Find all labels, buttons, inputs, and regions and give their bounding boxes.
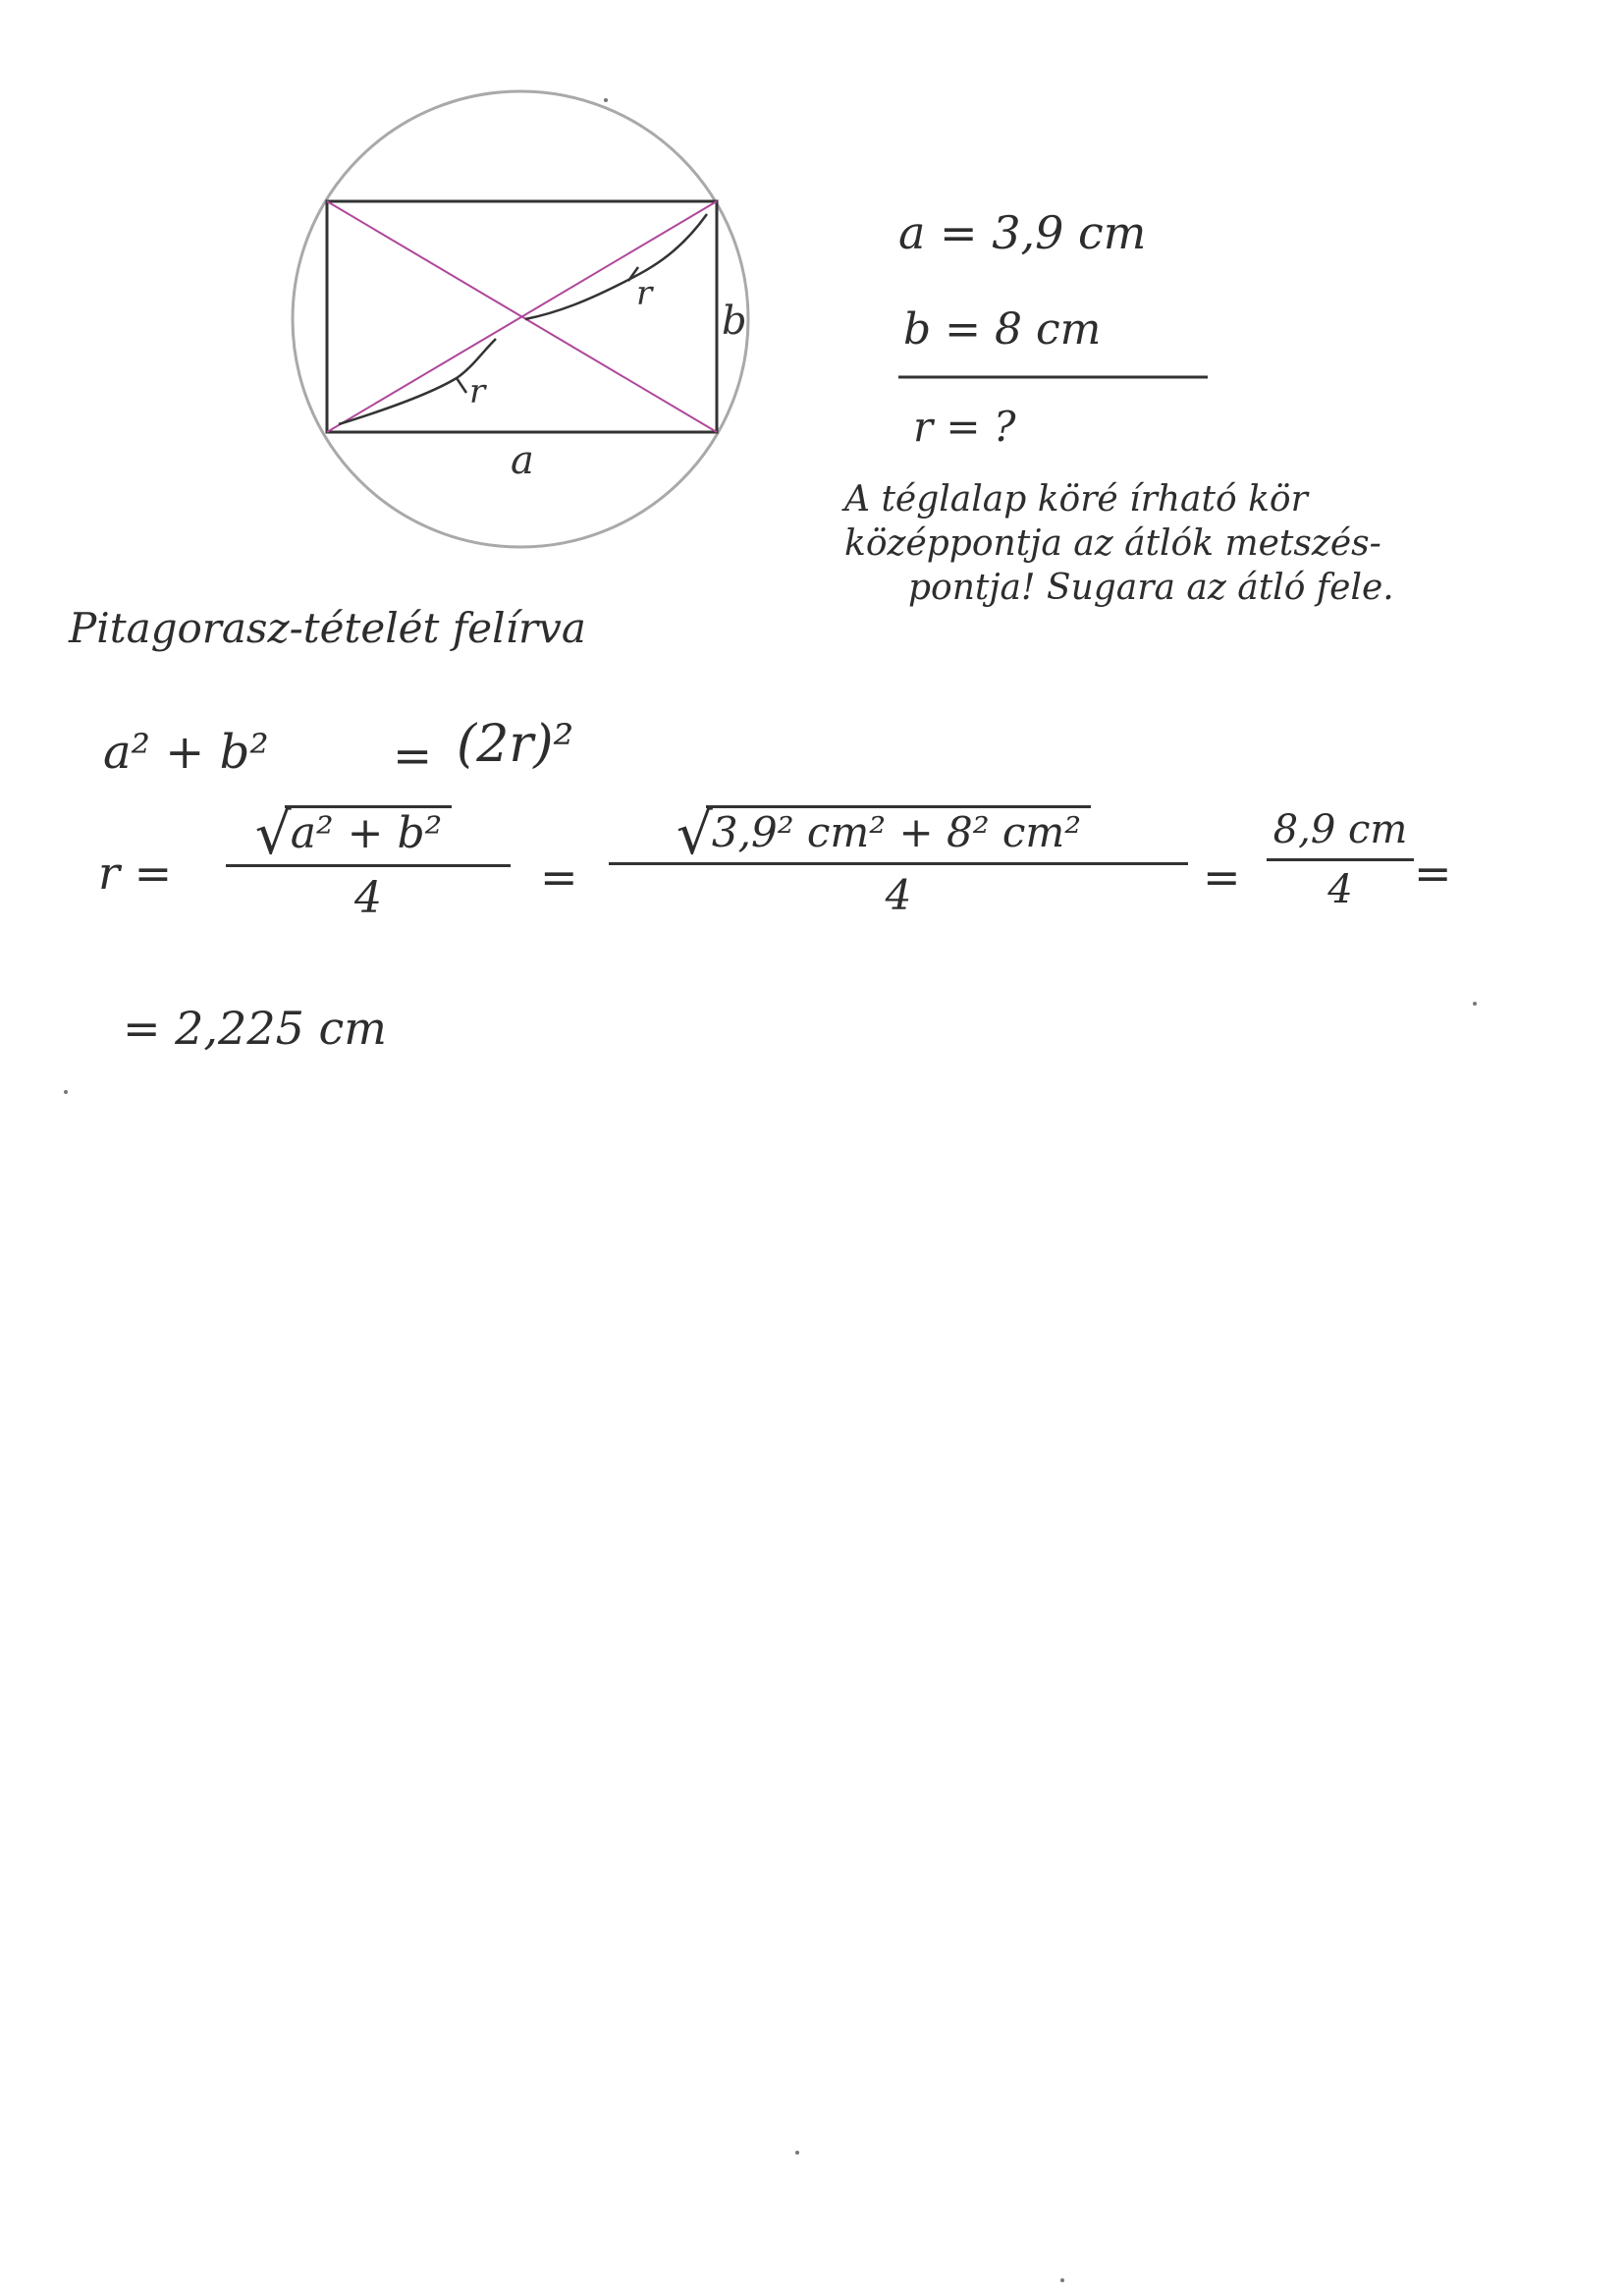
scan-speck (64, 1090, 68, 1094)
scan-speck (604, 98, 608, 102)
fraction-2-numerator: √ 3,9² cm² + 8² cm² (706, 805, 1091, 856)
scan-speck (1473, 1002, 1477, 1006)
eq1-eq: = (393, 729, 433, 784)
side-a-label: a (511, 438, 534, 483)
fraction-1 (226, 805, 511, 923)
fraction-1-denominator: 4 (354, 873, 382, 923)
eq-sign-2: = (540, 850, 578, 903)
unknown-r: r = ? (913, 403, 1016, 451)
eq-sign-3: = (1203, 850, 1241, 903)
scan-speck (795, 2151, 799, 2155)
fraction-3-denominator: 4 (1327, 867, 1353, 912)
note-line-2: középpontja az átlók metszés- (844, 523, 1381, 564)
r-prefix: r = (98, 847, 173, 900)
fraction-1-numerator: √ a² + b² (285, 805, 453, 858)
scan-speck (1060, 2278, 1064, 2282)
radius-label-lower: r (469, 372, 486, 411)
radius-brace-upper (525, 214, 707, 319)
method-heading: Pitagorasz-tételét felírva (69, 604, 586, 652)
eq1-left: a² + b² (103, 725, 269, 780)
note-line-1: A téglalap köré írható kör (844, 479, 1308, 519)
fraction-3-numerator: 8,9 cm (1272, 807, 1408, 852)
given-a: a = 3,9 cm (898, 206, 1147, 259)
fraction-2-denominator: 4 (885, 871, 912, 919)
radius-label-upper: r (636, 274, 653, 313)
eq-sign-4: = (1414, 847, 1452, 900)
result: = 2,225 cm (123, 1002, 387, 1055)
note-line-3: pontja! Sugara az átló fele. (908, 568, 1394, 608)
side-b-label: b (722, 299, 747, 344)
given-b: b = 8 cm (903, 304, 1102, 355)
eq1-right: (2r)² (457, 715, 574, 774)
fraction-3 (1267, 807, 1414, 912)
fraction-2 (609, 805, 1188, 919)
